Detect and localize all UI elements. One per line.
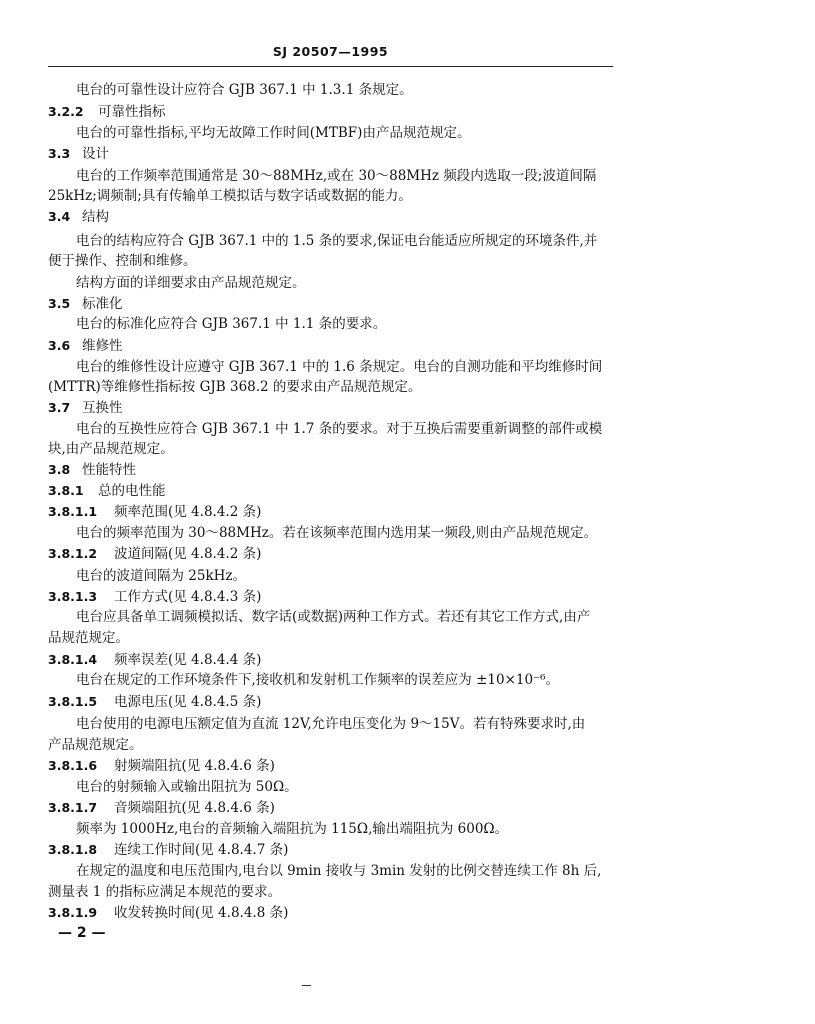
section-heading xyxy=(48,589,261,605)
section-number: 3.8.1.5 xyxy=(48,694,98,709)
paragraph-line: 电台使用的电源电压额定值为直流 12V,允许电压变化为 9～15V。若有特殊要求时,由 xyxy=(76,716,586,732)
section-heading xyxy=(48,400,123,416)
section-title: 互换性 xyxy=(82,400,123,416)
section-title: 总的电性能 xyxy=(98,483,166,499)
section-number: 3.8.1.2 xyxy=(48,546,98,561)
paragraph-continuation-line: 品规范规定。 xyxy=(48,630,129,646)
paragraph-continuation-line: 便于操作、控制和维修。 xyxy=(48,253,197,269)
paragraph-line: 电台在规定的工作环境条件下,接收机和发射机工作频率的误差应为 ±10×10⁻⁶。 xyxy=(76,672,560,688)
paragraph-line: 电台的标准化应符合 GJB 367.1 中 1.1 条的要求。 xyxy=(76,316,387,332)
section-number: 3.2.2 xyxy=(48,104,84,119)
section-title: 工作方式(见 4.8.4.3 条) xyxy=(114,589,262,605)
paragraph-line: 电台的维修性设计应遵守 GJB 367.1 中的 1.6 条规定。电台的自测功能和平均维修时间 xyxy=(76,359,603,375)
paragraph-line: 电台的射频输入或输出阻抗为 50Ω。 xyxy=(76,779,298,795)
section-title: 射频端阻抗(见 4.8.4.6 条) xyxy=(114,758,275,774)
document-number-header: SJ 20507—1995 xyxy=(272,44,389,59)
section-number: 3.5 xyxy=(48,296,71,311)
paragraph-line: 电台的可靠性指标,平均无故障工作时间(MTBF)由产品规范规定。 xyxy=(76,125,471,141)
section-number: 3.8.1.4 xyxy=(48,652,98,667)
paragraph-line: 在规定的温度和电压范围内,电台以 9min 接收与 3min 发射的比例交替连续工作 8h 后, xyxy=(76,863,602,879)
section-title: 设计 xyxy=(82,146,109,162)
paragraph-continuation-line: 测量表 1 的指标应满足本规范的要求。 xyxy=(48,884,282,900)
section-title: 波道间隔(见 4.8.4.2 条) xyxy=(114,546,262,562)
section-number: 3.3 xyxy=(48,146,71,161)
section-heading xyxy=(48,104,166,120)
section-heading xyxy=(48,483,166,499)
section-title: 音频端阻抗(见 4.8.4.6 条) xyxy=(114,800,275,816)
section-title: 收发转换时间(见 4.8.4.8 条) xyxy=(114,905,289,921)
section-title: 维修性 xyxy=(82,338,123,354)
scan-mark xyxy=(302,985,311,986)
section-title: 频率范围(见 4.8.4.2 条) xyxy=(114,504,262,520)
paragraph-line: 电台的频率范围为 30～88MHz。若在该频率范围内选用某一频段,则由产品规范规定。 xyxy=(76,525,598,541)
section-number: 3.8.1.3 xyxy=(48,589,98,604)
section-title: 电源电压(见 4.8.4.5 条) xyxy=(114,694,262,710)
section-number: 3.8.1.9 xyxy=(48,905,98,920)
section-title: 标准化 xyxy=(82,296,123,312)
section-number: 3.8.1.7 xyxy=(48,800,98,815)
section-number: 3.7 xyxy=(48,400,71,415)
section-title: 性能特性 xyxy=(82,462,136,478)
section-heading xyxy=(48,800,275,816)
section-heading xyxy=(48,842,288,858)
section-heading xyxy=(48,546,261,562)
section-title: 频率误差(见 4.8.4.4 条) xyxy=(114,652,262,668)
paragraph-continuation-line: (MTTR)等维修性指标按 GJB 368.2 的要求由产品规范规定。 xyxy=(48,379,422,395)
section-heading xyxy=(48,209,109,225)
paragraph-continuation-line: 25kHz;调频制;具有传输单工模拟话与数字话或数据的能力。 xyxy=(48,188,412,204)
paragraph-line: 结构方面的详细要求由产品规范规定。 xyxy=(76,275,306,291)
paragraph-line: 电台的可靠性设计应符合 GJB 367.1 中 1.3.1 条规定。 xyxy=(76,82,413,98)
section-title: 可靠性指标 xyxy=(98,104,166,120)
header-rule xyxy=(48,66,613,67)
page-number: — 2 — xyxy=(58,925,106,941)
section-heading xyxy=(48,146,109,162)
section-number: 3.8.1.6 xyxy=(48,758,98,773)
section-heading xyxy=(48,758,275,774)
paragraph-line: 电台的互换性应符合 GJB 367.1 中 1.7 条的要求。对于互换后需要重新调整的部件或模 xyxy=(76,421,603,437)
section-number: 3.6 xyxy=(48,338,71,353)
paragraph-line: 电台的工作频率范围通常是 30～88MHz,或在 30～88MHz 频段内选取一段;波道间隔 xyxy=(76,168,597,184)
section-heading xyxy=(48,905,288,921)
section-number: 3.4 xyxy=(48,209,71,224)
section-number: 3.8 xyxy=(48,462,71,477)
section-number: 3.8.1.1 xyxy=(48,504,98,519)
paragraph-line: 频率为 1000Hz,电台的音频输入端阻抗为 115Ω,输出端阻抗为 600Ω。 xyxy=(76,821,509,837)
paragraph-line: 电台的波道间隔为 25kHz。 xyxy=(76,568,247,584)
section-heading xyxy=(48,296,123,312)
section-heading xyxy=(48,652,261,668)
section-title: 连续工作时间(见 4.8.4.7 条) xyxy=(114,842,289,858)
paragraph-line: 电台的结构应符合 GJB 367.1 中的 1.5 条的要求,保证电台能适应所规定的环境条件,并 xyxy=(76,233,598,249)
section-number: 3.8.1 xyxy=(48,483,84,498)
section-heading xyxy=(48,504,261,520)
section-number: 3.8.1.8 xyxy=(48,842,98,857)
section-heading xyxy=(48,694,261,710)
section-title: 结构 xyxy=(82,209,109,225)
section-heading xyxy=(48,462,136,478)
paragraph-continuation-line: 块,由产品规范规定。 xyxy=(48,441,174,457)
paragraph-line: 电台应具备单工调频模拟话、数字话(或数据)两种工作方式。若还有其它工作方式,由产 xyxy=(76,609,591,625)
paragraph-continuation-line: 产品规范规定。 xyxy=(48,737,143,753)
section-heading xyxy=(48,338,123,354)
